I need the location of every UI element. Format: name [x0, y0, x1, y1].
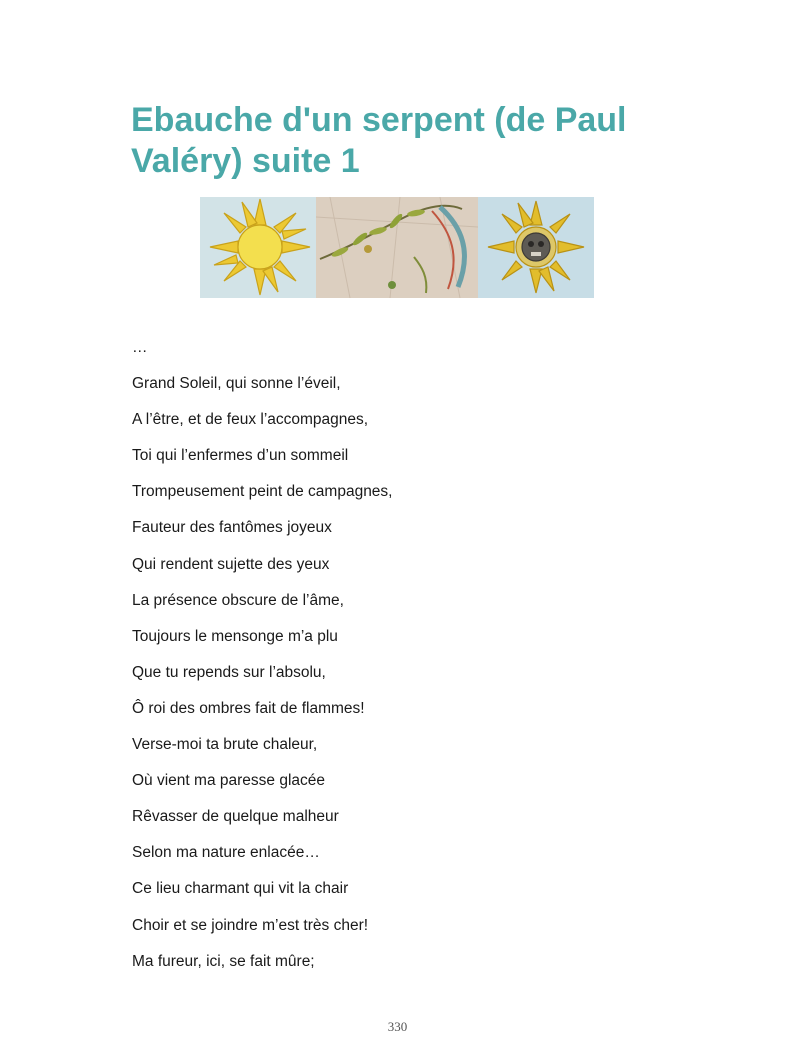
poem-line: Verse-moi ta brute chaleur, [132, 736, 318, 754]
poem-line: Toujours le mensonge m’a plu [132, 627, 338, 645]
poem-line: Où vient ma paresse glacée [132, 772, 325, 790]
poem-line: Ô roi des ombres fait de flammes! [132, 699, 365, 717]
poem-line: Grand Soleil, qui sonne l’éveil, [132, 375, 341, 393]
poem-line: Qui rendent sujette des yeux [132, 555, 330, 573]
poem-line: Fauteur des fantômes joyeux [132, 519, 332, 537]
poem-line: Selon ma nature enlacée… [132, 844, 320, 862]
poem-line: Trompeusement peint de campagnes, [132, 483, 393, 501]
sun-icon [200, 197, 316, 298]
sun-skull-icon [478, 197, 594, 298]
page-title: Ebauche d'un serpent (de Paul Valéry) suite 1 [131, 101, 627, 180]
poem-line: Ma fureur, ici, se fait mûre; [132, 952, 315, 970]
poem-line: Rêvasser de quelque malheur [132, 808, 339, 826]
poem-line: Toi qui l’enfermes d’un sommeil [132, 447, 349, 465]
poem-text [132, 338, 393, 988]
poem-line: La présence obscure de l’âme, [132, 591, 344, 609]
poem-line: … [132, 339, 148, 356]
poem-line: Ce lieu charmant qui vit la chair [132, 880, 349, 898]
branch-serpent-icon [316, 197, 478, 298]
page-number: 330 [387, 1019, 408, 1034]
header-illustration [200, 197, 594, 298]
poem-line: A l’être, et de feux l’accompagnes, [132, 411, 369, 429]
poem-line: Choir et se joindre m’est très cher! [132, 916, 369, 934]
poem-line: Que tu repends sur l’absolu, [132, 663, 326, 681]
